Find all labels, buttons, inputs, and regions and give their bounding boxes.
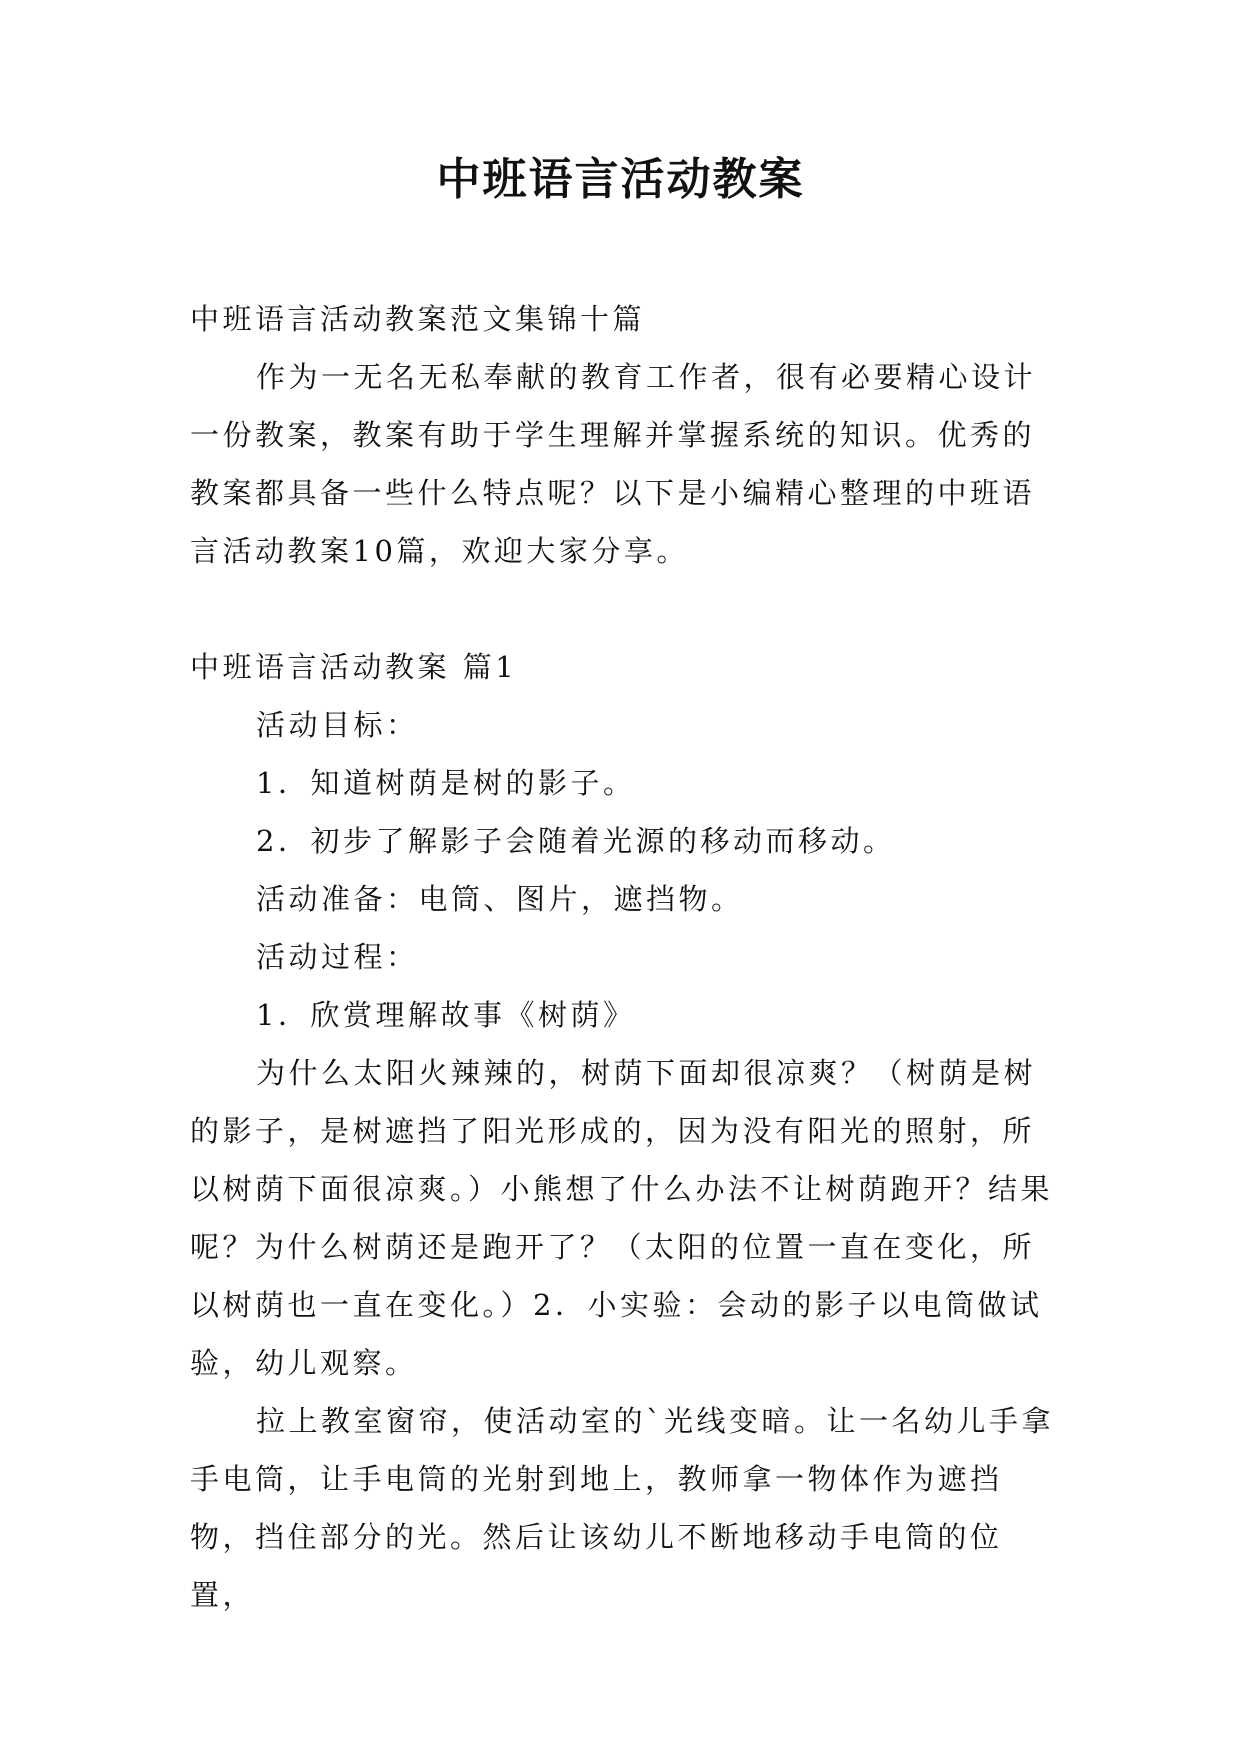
- section-heading: 中班语言活动教案 篇1: [190, 650, 518, 684]
- section-spacer: [190, 580, 1060, 638]
- intro-paragraph: 作为一无名无私奉献的教育工作者，很有必要精心设计一份教案，教案有助于学生理解并掌握系统的知识。优秀的教案都具备一些什么特点呢？以下是小编精心整理的中班语言活动教案10篇，欢迎大家分享。: [190, 360, 1037, 568]
- preparation-text: 活动准备：电筒、图片，遮挡物。: [256, 882, 744, 916]
- process-item-1: 1．欣赏理解故事《树荫》: [256, 998, 636, 1032]
- document-title: 中班语言活动教案: [436, 154, 805, 205]
- process-label: 活动过程：: [256, 940, 419, 974]
- collection-subtitle: 中班语言活动教案范文集锦十篇: [190, 302, 646, 336]
- goal-item-1: 1．知道树荫是树的影子。: [256, 766, 636, 800]
- document-body: [190, 290, 1060, 1624]
- experiment-paragraph: 拉上教室窗帘，使活动室的`光线变暗。让一名幼儿手拿手电筒，让手电筒的光射到地上，教师拿一物体作为遮挡物，挡住部分的光。然后让该幼儿不断地移动手电筒的位置，: [190, 1404, 1055, 1612]
- goal-label: 活动目标：: [256, 708, 419, 742]
- story-paragraph: 为什么太阳火辣辣的，树荫下面却很凉爽？（树荫是树的影子，是树遮挡了阳光形成的，因为没有阳光的照射，所以树荫下面很凉爽。）小熊想了什么办法不让树荫跑开？结果呢？为什么树荫还是跑开了？（太阳的位置一直在变化，所以树荫也一直在变化。）2．小实验：会动的影子以电筒做试验，幼儿观察。: [190, 1056, 1054, 1380]
- goal-item-2: 2．初步了解影子会随着光源的移动而移动。: [256, 824, 896, 858]
